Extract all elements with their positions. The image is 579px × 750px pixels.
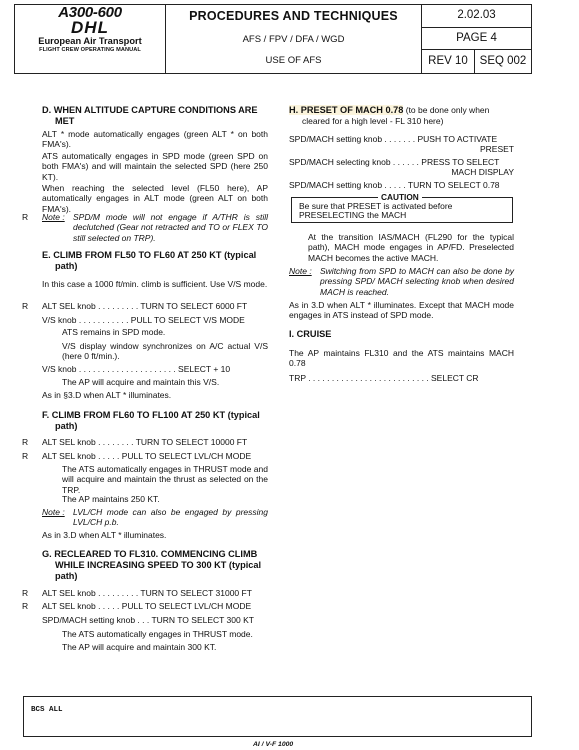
logo-brand: DHL (71, 18, 109, 37)
section-f-as-in: As in 3.D when ALT * illuminates. (42, 530, 167, 540)
section-h-para-2: As in 3.D when ALT * illuminates. Except that MACH mode engages in ATS instead of SPD mode. (289, 300, 514, 321)
logo-manual-name: FLIGHT CREW OPERATING MANUAL (39, 47, 141, 53)
section-h-heading: H. PRESET OF MACH 0.78 (to be done only when cleared for a high level - FL 310 here) (289, 105, 490, 126)
section-g-spd-mach-step: SPD/MACH setting knob . . . TURN TO SELECT 300 KT (42, 615, 254, 625)
revision-number: REV 10 (428, 55, 468, 67)
section-f-note: LVL/CH mode can also be engaged by pressing LVL/CH p.b. (73, 507, 268, 528)
section-g-alt-sel-pull-step: ALT SEL knob . . . . . PULL TO SELECT LVL/CH MODE (42, 601, 252, 611)
section-h-step-2: SPD/MACH selecting knob . . . . . . PRESS TO SELECT (289, 157, 500, 167)
section-e-vs-para-1: ATS remains in SPD mode. (62, 327, 166, 337)
footer-page-id: AI / V-F 1000 (253, 741, 294, 748)
section-h-note: Switching from SPD to MACH can also be done by pressing SPD/ MACH selecting knob when desired MACH is reached. (320, 266, 514, 297)
section-g-heading: G. RECLEARED TO FL310. COMMENCING CLIMB WHILE INCREASING SPEED TO 300 KT (typical path) (42, 549, 262, 581)
caution-title: CAUTION (378, 192, 422, 202)
section-f-alt-sel-pull-step: ALT SEL knob . . . . . PULL TO SELECT LVL/CH MODE (42, 451, 252, 461)
revision-mark: R (22, 301, 29, 311)
revision-mark: R (22, 601, 29, 611)
section-f-note-label: Note : (42, 507, 65, 517)
section-f-heading: F. CLIMB FROM FL60 TO FL100 AT 250 KT (typical path) (42, 410, 260, 431)
section-h-para-1: At the transition IAS/MACH (FL290 for the typical path), MACH mode engages in AP/FD. Preselected MACH becomes the active MACH. (308, 232, 514, 263)
page-subtitle-systems: AFS / FPV / DFA / WGD (242, 34, 345, 45)
section-d-note-label: Note : (42, 212, 65, 222)
section-i-para-1: The AP maintains FL310 and the ATS maintains MACH 0.78 (289, 348, 514, 369)
section-d-para-1: ALT * mode automatically engages (green ALT * on both FMA's). (42, 129, 268, 150)
revision-mark: R (22, 437, 29, 447)
footer-box (23, 696, 532, 737)
section-reference: 2.02.03 (457, 9, 496, 21)
section-i-heading: I. CRUISE (289, 329, 332, 339)
logo-aircraft-type: A300-600 (58, 4, 122, 21)
caution-line-2: PRESELECTING the MACH (299, 210, 407, 220)
section-d-para-3: When reaching the selected level (FL50 here), AP automatically engages in ALT mode (green ALT on both FMA's). (42, 183, 268, 214)
page-subtitle-topic: USE OF AFS (265, 55, 322, 66)
section-g-alt-sel-step: ALT SEL knob . . . . . . . . . TURN TO SELECT 31000 FT (42, 588, 252, 598)
section-f-para-1: The ATS automatically engages in THRUST mode and will acquire and maintain the thrust as selected on the TRP. (62, 464, 268, 495)
section-e-heading: E. CLIMB FROM FL50 TO FL60 AT 250 KT (typical path) (42, 250, 257, 271)
section-h-step-2-cont: MACH DISPLAY (451, 167, 514, 177)
section-d-para-2: ATS automatically engages in SPD mode (green SPD on both FMA's) and will maintain the selected SPD (here 250 KT). (42, 151, 268, 182)
section-d-note: SPD/M mode will not engage if A/THR is still declutched (Gear not retracted and TO or FLEX TO still selected on TRP). (73, 212, 268, 243)
page-number: PAGE 4 (456, 32, 497, 44)
revision-mark: R (22, 451, 29, 461)
footer-effectivity-code: BCS ALL (31, 706, 63, 714)
revision-mark: R (22, 588, 29, 598)
section-g-para-1: The ATS automatically engages in THRUST mode. (62, 629, 253, 639)
section-h-note-label: Note : (289, 266, 312, 276)
revision-mark: R (22, 212, 29, 222)
section-h-step-3: SPD/MACH setting knob . . . . . TURN TO SELECT 0.78 (289, 180, 500, 190)
section-e-vs-step: V/S knob . . . . . . . . . . . PULL TO SELECT V/S MODE (42, 315, 245, 325)
section-h-step-1: SPD/MACH setting knob . . . . . . . PUSH TO ACTIVATE (289, 134, 498, 144)
page-title: PROCEDURES AND TECHNIQUES (189, 9, 398, 23)
section-f-alt-sel-step: ALT SEL knob . . . . . . . . TURN TO SELECT 10000 FT (42, 437, 248, 447)
section-e-vs-para-2: V/S display window synchronizes on A/C actual V/S (here 0 ft/min.). (62, 341, 268, 362)
sequence-number: SEQ 002 (479, 55, 527, 67)
caution-line-1: Be sure that PRESET is activated before (299, 201, 453, 211)
section-h-step-1-cont: PRESET (479, 144, 514, 154)
section-d-heading: D. WHEN ALTITUDE CAPTURE CONDITIONS ARE MET (42, 105, 258, 126)
logo-operator: European Air Transport (38, 36, 142, 46)
section-e-vs-select-step: V/S knob . . . . . . . . . . . . . . . . . . . . . SELECT + 10 (42, 364, 231, 374)
section-e-alt-sel-step: ALT SEL knob . . . . . . . . . TURN TO SELECT 6000 FT (42, 301, 248, 311)
section-g-para-2: The AP will acquire and maintain 300 KT. (62, 642, 217, 652)
section-e-para-1: In this case a 1000 ft/min. climb is sufficient. Use V/S mode. (42, 279, 268, 289)
section-e-as-in: As in §3.D when ALT * illuminates. (42, 390, 172, 400)
section-e-vs-select-para: The AP will acquire and maintain this V/S. (62, 377, 220, 387)
section-i-trp-step: TRP . . . . . . . . . . . . . . . . . . . . . . . . . . SELECT CR (289, 373, 479, 383)
section-f-para-2: The AP maintains 250 KT. (62, 494, 160, 504)
